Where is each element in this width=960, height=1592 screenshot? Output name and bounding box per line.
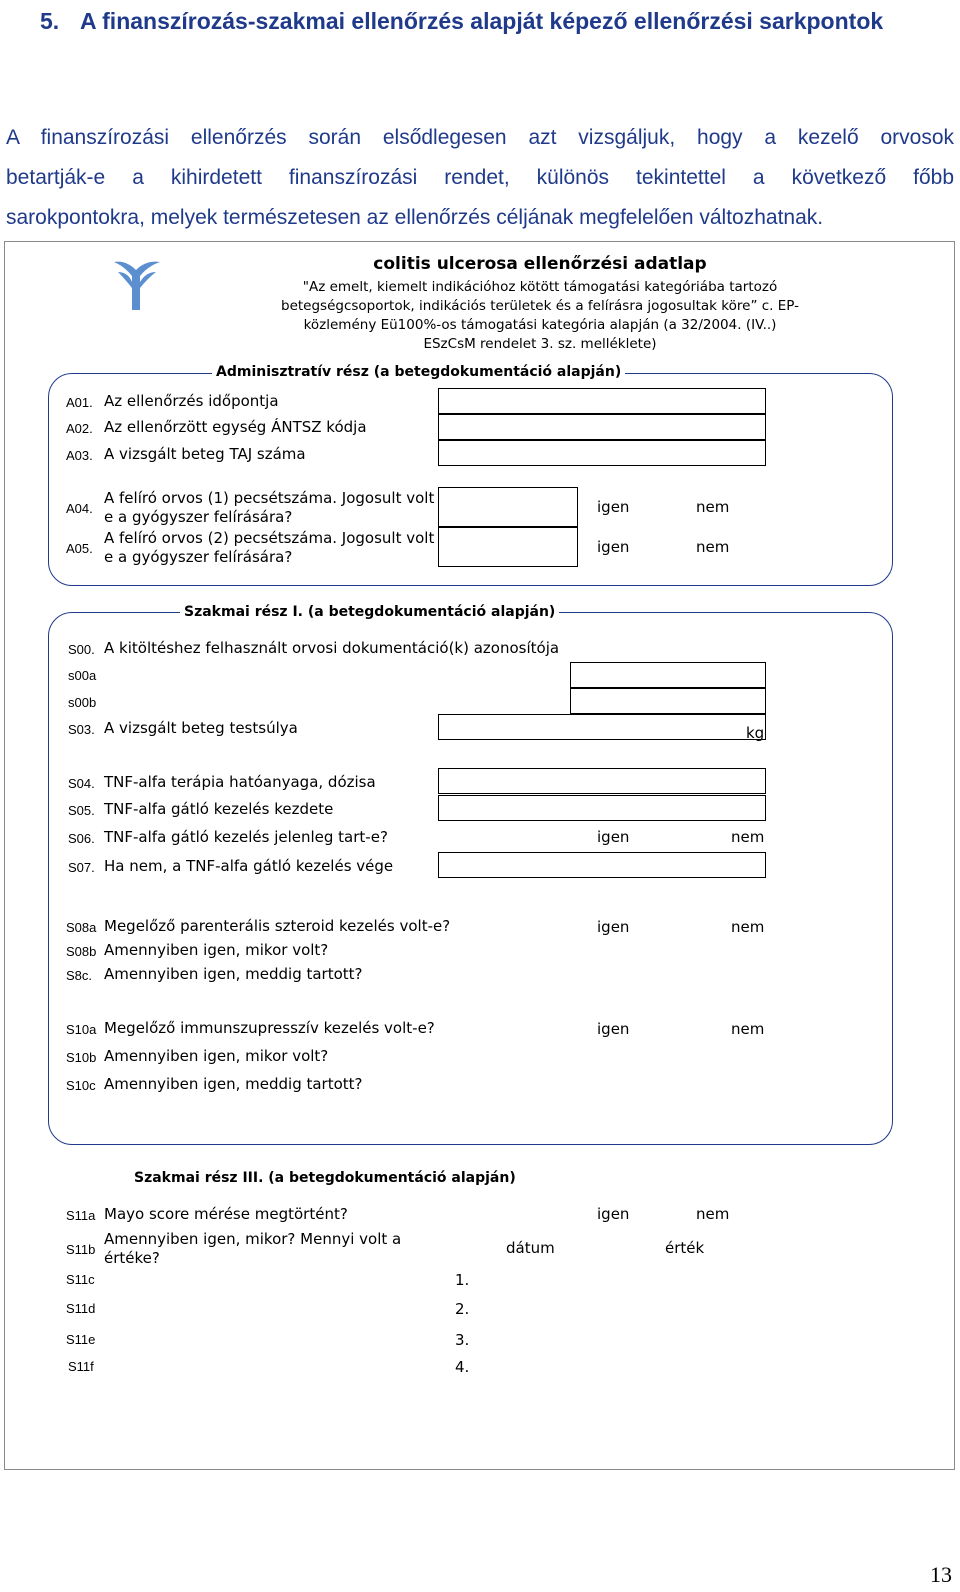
no-option[interactable]: nem [696, 498, 730, 516]
form-subtitle-line: betegségcsoportok, indikációs területek és a felírásra jogosultak köre” c. EP- [281, 298, 799, 314]
row-code: S04. [68, 776, 95, 791]
row-code: S03. [68, 722, 95, 737]
professional-part1-panel [48, 612, 893, 1145]
intro-paragraph [6, 118, 954, 238]
row-label: Az ellenőrzés időpontja [104, 392, 279, 410]
admin-panel-title: Adminisztratív rész (a betegdokumentáció alapján) [212, 364, 625, 380]
row-code: S8c. [66, 968, 93, 983]
row-code: s00a [68, 668, 97, 683]
row-label: Ha nem, a TNF-alfa gátló kezelés vége [104, 857, 394, 875]
row-code: A01. [66, 395, 93, 410]
yes-option[interactable]: igen [597, 1020, 630, 1038]
intro-line: betartják-e a kihirdetett finanszírozási rendet, különös tekintettel a következő főbb [6, 166, 954, 189]
row-label: A kitöltéshez felhasznált orvosi dokumentáció(k) azonosítója [104, 639, 560, 657]
tnf-start-field[interactable] [438, 795, 766, 821]
professional-part3-title: Szakmai rész III. (a betegdokumentáció alapján) [130, 1170, 520, 1186]
row-code: S11d [66, 1301, 96, 1316]
tnf-agent-dose-field[interactable] [438, 768, 766, 794]
row-label: Amennyiben igen, meddig tartott? [104, 965, 363, 983]
prescriber2-stamp-field[interactable] [438, 527, 578, 567]
yes-option[interactable]: igen [597, 498, 630, 516]
date-column-header: dátum [506, 1239, 555, 1257]
value-column-header: érték [665, 1239, 705, 1257]
row-code: A05. [66, 541, 93, 556]
row-code: A02. [66, 421, 93, 436]
row-code: S11b [66, 1242, 96, 1257]
yes-option[interactable]: igen [597, 918, 630, 936]
antsz-code-field[interactable] [438, 414, 766, 440]
unit-label: kg [746, 724, 765, 742]
row-label: A vizsgált beteg testsúlya [104, 719, 298, 737]
row-code: S11e [66, 1332, 96, 1347]
form-subtitle-line: "Az emelt, kiemelt indikációhoz kötött támogatási kategóriába tartozó [302, 279, 778, 295]
no-option[interactable]: nem [731, 1020, 765, 1038]
inspection-date-field[interactable] [438, 388, 766, 414]
no-option[interactable]: nem [696, 1205, 730, 1223]
prescriber1-stamp-field[interactable] [438, 487, 578, 527]
row-index: 4. [455, 1358, 470, 1376]
row-code: S05. [68, 803, 95, 818]
row-label: A felíró orvos (1) pecsétszáma. Jogosult volt [104, 489, 435, 507]
row-code: S08b [66, 944, 97, 959]
document-id-field-b[interactable] [570, 688, 766, 714]
body-weight-field[interactable] [438, 714, 766, 740]
row-label: Az ellenőrzött egység ÁNTSZ kódja [104, 418, 367, 436]
row-code: S10c [66, 1078, 96, 1093]
row-code: s00b [68, 695, 97, 710]
row-label: Megelőző immunszupresszív kezelés volt-e? [104, 1019, 435, 1037]
row-code: S08a [66, 920, 97, 935]
row-code: A03. [66, 448, 93, 463]
no-option[interactable]: nem [731, 918, 765, 936]
taj-number-field[interactable] [438, 440, 766, 466]
row-label: Amennyiben igen, meddig tartott? [104, 1075, 363, 1093]
row-label: értéke? [104, 1249, 160, 1267]
row-code: S07. [68, 860, 95, 875]
page-number: 13 [930, 1562, 952, 1587]
intro-line: sarokpontokra, melyek természetesen az ellenőrzés céljának megfelelően változhatnak. [6, 206, 824, 229]
professional-part1-title: Szakmai rész I. (a betegdokumentáció alapján) [180, 604, 559, 620]
row-index: 1. [455, 1271, 470, 1289]
row-code: A04. [66, 501, 93, 516]
document-id-field-a[interactable] [570, 662, 766, 688]
no-option[interactable]: nem [731, 828, 765, 846]
row-code: S11c [66, 1272, 95, 1287]
intro-line: A finanszírozási ellenőrzés során elsődlegesen azt vizsgáljuk, hogy a kezelő orvosok [6, 126, 954, 149]
section-heading [40, 0, 940, 42]
tnf-end-field[interactable] [438, 852, 766, 878]
form-subtitle [180, 278, 900, 354]
row-label: Mayo score mérése megtörtént? [104, 1205, 348, 1223]
row-label: TNF-alfa gátló kezelés kezdete [104, 800, 334, 818]
row-label: TNF-alfa gátló kezelés jelenleg tart-e? [104, 828, 388, 846]
row-code: S10b [66, 1050, 97, 1065]
row-code: S06. [68, 831, 95, 846]
row-label: A vizsgált beteg TAJ száma [104, 445, 306, 463]
row-label: TNF-alfa terápia hatóanyaga, dózisa [104, 773, 376, 791]
row-code: S11f [68, 1359, 94, 1374]
row-label: A felíró orvos (2) pecsétszáma. Jogosult volt [104, 529, 435, 547]
row-label: e a gyógyszer felírására? [104, 548, 293, 566]
row-code: S10a [66, 1022, 97, 1037]
yes-option[interactable]: igen [597, 538, 630, 556]
row-label: Amennyiben igen, mikor? Mennyi volt a [104, 1230, 402, 1248]
row-code: S11a [66, 1208, 96, 1223]
institution-logo-icon [112, 258, 162, 314]
row-label: Amennyiben igen, mikor volt? [104, 941, 329, 959]
form-subtitle-line: ESzCsM rendelet 3. sz. melléklete) [423, 336, 657, 352]
form-title: colitis ulcerosa ellenőrzési adatlap [373, 254, 707, 274]
form-subtitle-line: közlemény Eü100%-os támogatási kategória alapján (a 32/2004. (IV..) [303, 317, 777, 333]
no-option[interactable]: nem [696, 538, 730, 556]
yes-option[interactable]: igen [597, 1205, 630, 1223]
section-title: A finanszírozás-szakmai ellenőrzés alapját képező ellenőrzési sarkpontok [80, 8, 884, 34]
row-index: 2. [455, 1300, 470, 1318]
yes-option[interactable]: igen [597, 828, 630, 846]
row-code: S00. [68, 642, 95, 657]
row-label: Megelőző parenterális szteroid kezelés volt-e? [104, 917, 451, 935]
row-label: Amennyiben igen, mikor volt? [104, 1047, 329, 1065]
row-index: 3. [455, 1331, 470, 1349]
section-number: 5. [40, 8, 60, 34]
row-label: e a gyógyszer felírására? [104, 508, 293, 526]
